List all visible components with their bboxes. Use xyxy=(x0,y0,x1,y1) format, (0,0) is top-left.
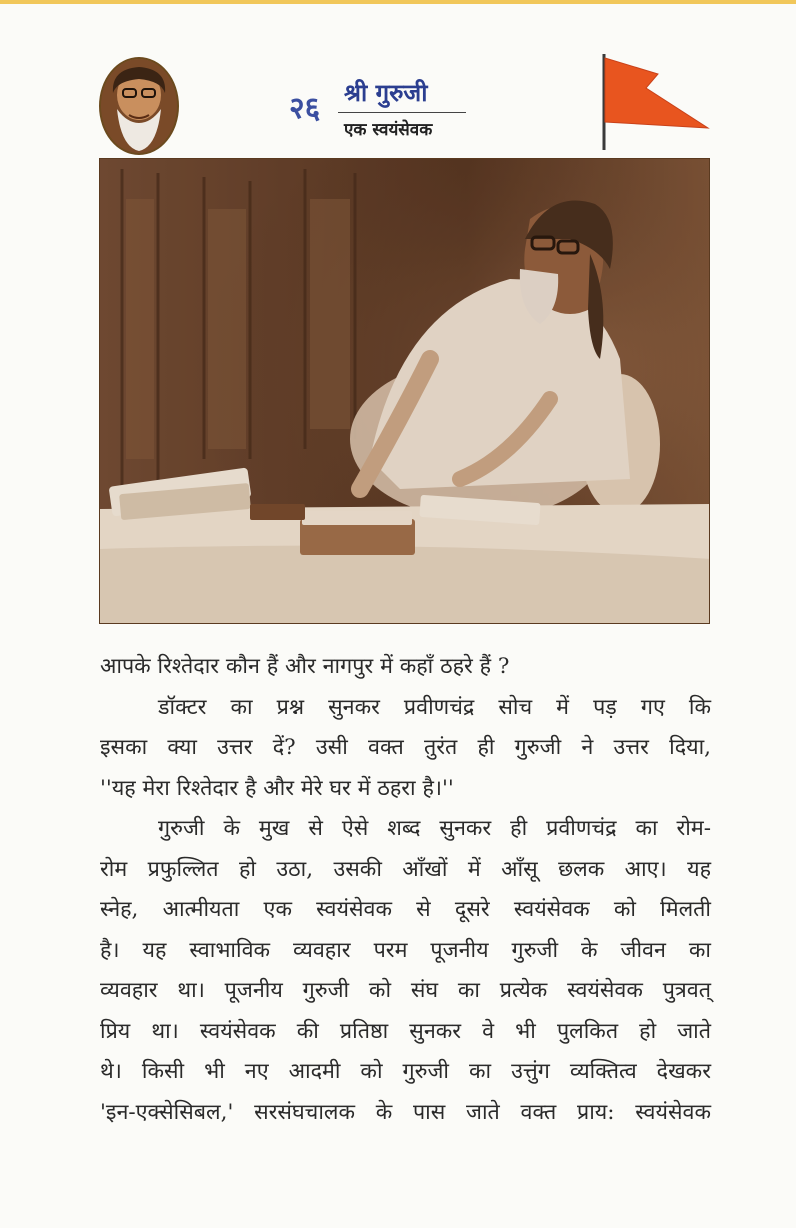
text-line: प्रिय था। स्वयंसेवक की प्रतिष्ठा सुनकर वे भी पुलकित हो जाते xyxy=(100,1018,711,1044)
portrait-icon xyxy=(101,59,177,153)
text-line: व्यवहार था। पूजनीय गुरुजी को संघ का प्रत्येक स्वयंसेवक पुत्रवत् xyxy=(100,978,711,1003)
body-text xyxy=(100,647,711,1133)
page-header xyxy=(0,0,796,160)
archival-photo xyxy=(99,158,710,624)
photo-icon xyxy=(100,159,710,624)
text-line: आपके रिश्तेदार कौन हैं और नागपुर में कहाँ ठहरे हैं ? xyxy=(100,654,510,679)
text-line: स्नेह, आत्मीयता एक स्वयंसेवक से दूसरे स्वयंसेवक को मिलती xyxy=(100,897,711,922)
text-line: इसका क्या उत्तर दें? उसी वक्त तुरंत ही गुरुजी ने उत्तर दिया, xyxy=(100,735,711,760)
page-number: २६ xyxy=(289,91,321,126)
running-title: श्री गुरुजी xyxy=(344,78,428,107)
text-line: गुरुजी के मुख से ऐसे शब्द सुनकर ही प्रवीणचंद्र का रोम- xyxy=(158,816,711,841)
text-line: है। यह स्वाभाविक व्यवहार परम पूजनीय गुरुजी के जीवन का xyxy=(100,937,711,963)
text-line: डॉक्टर का प्रश्न सुनकर प्रवीणचंद्र सोच में पड़ गए कि xyxy=(158,694,711,720)
portrait-thumbnail xyxy=(99,57,179,155)
text-line: ''यह मेरा रिश्तेदार है और मेरे घर में ठहरा है।'' xyxy=(100,775,454,801)
title-divider xyxy=(338,112,466,113)
saffron-flag-icon xyxy=(600,52,712,152)
text-line: 'इन-एक्सेसिबल,' सरसंघचालक के पास जाते वक्त प्राय: स्वयंसेवक xyxy=(100,1099,711,1125)
running-subtitle: एक स्वयंसेवक xyxy=(344,120,433,140)
text-line: थे। किसी भी नए आदमी को गुरुजी का उत्तुंग व्यक्तित्व देखकर xyxy=(100,1059,711,1084)
text-line: रोम प्रफुल्लित हो उठा, उसकी आँखों में आँसू छलक आए। यह xyxy=(100,856,711,882)
